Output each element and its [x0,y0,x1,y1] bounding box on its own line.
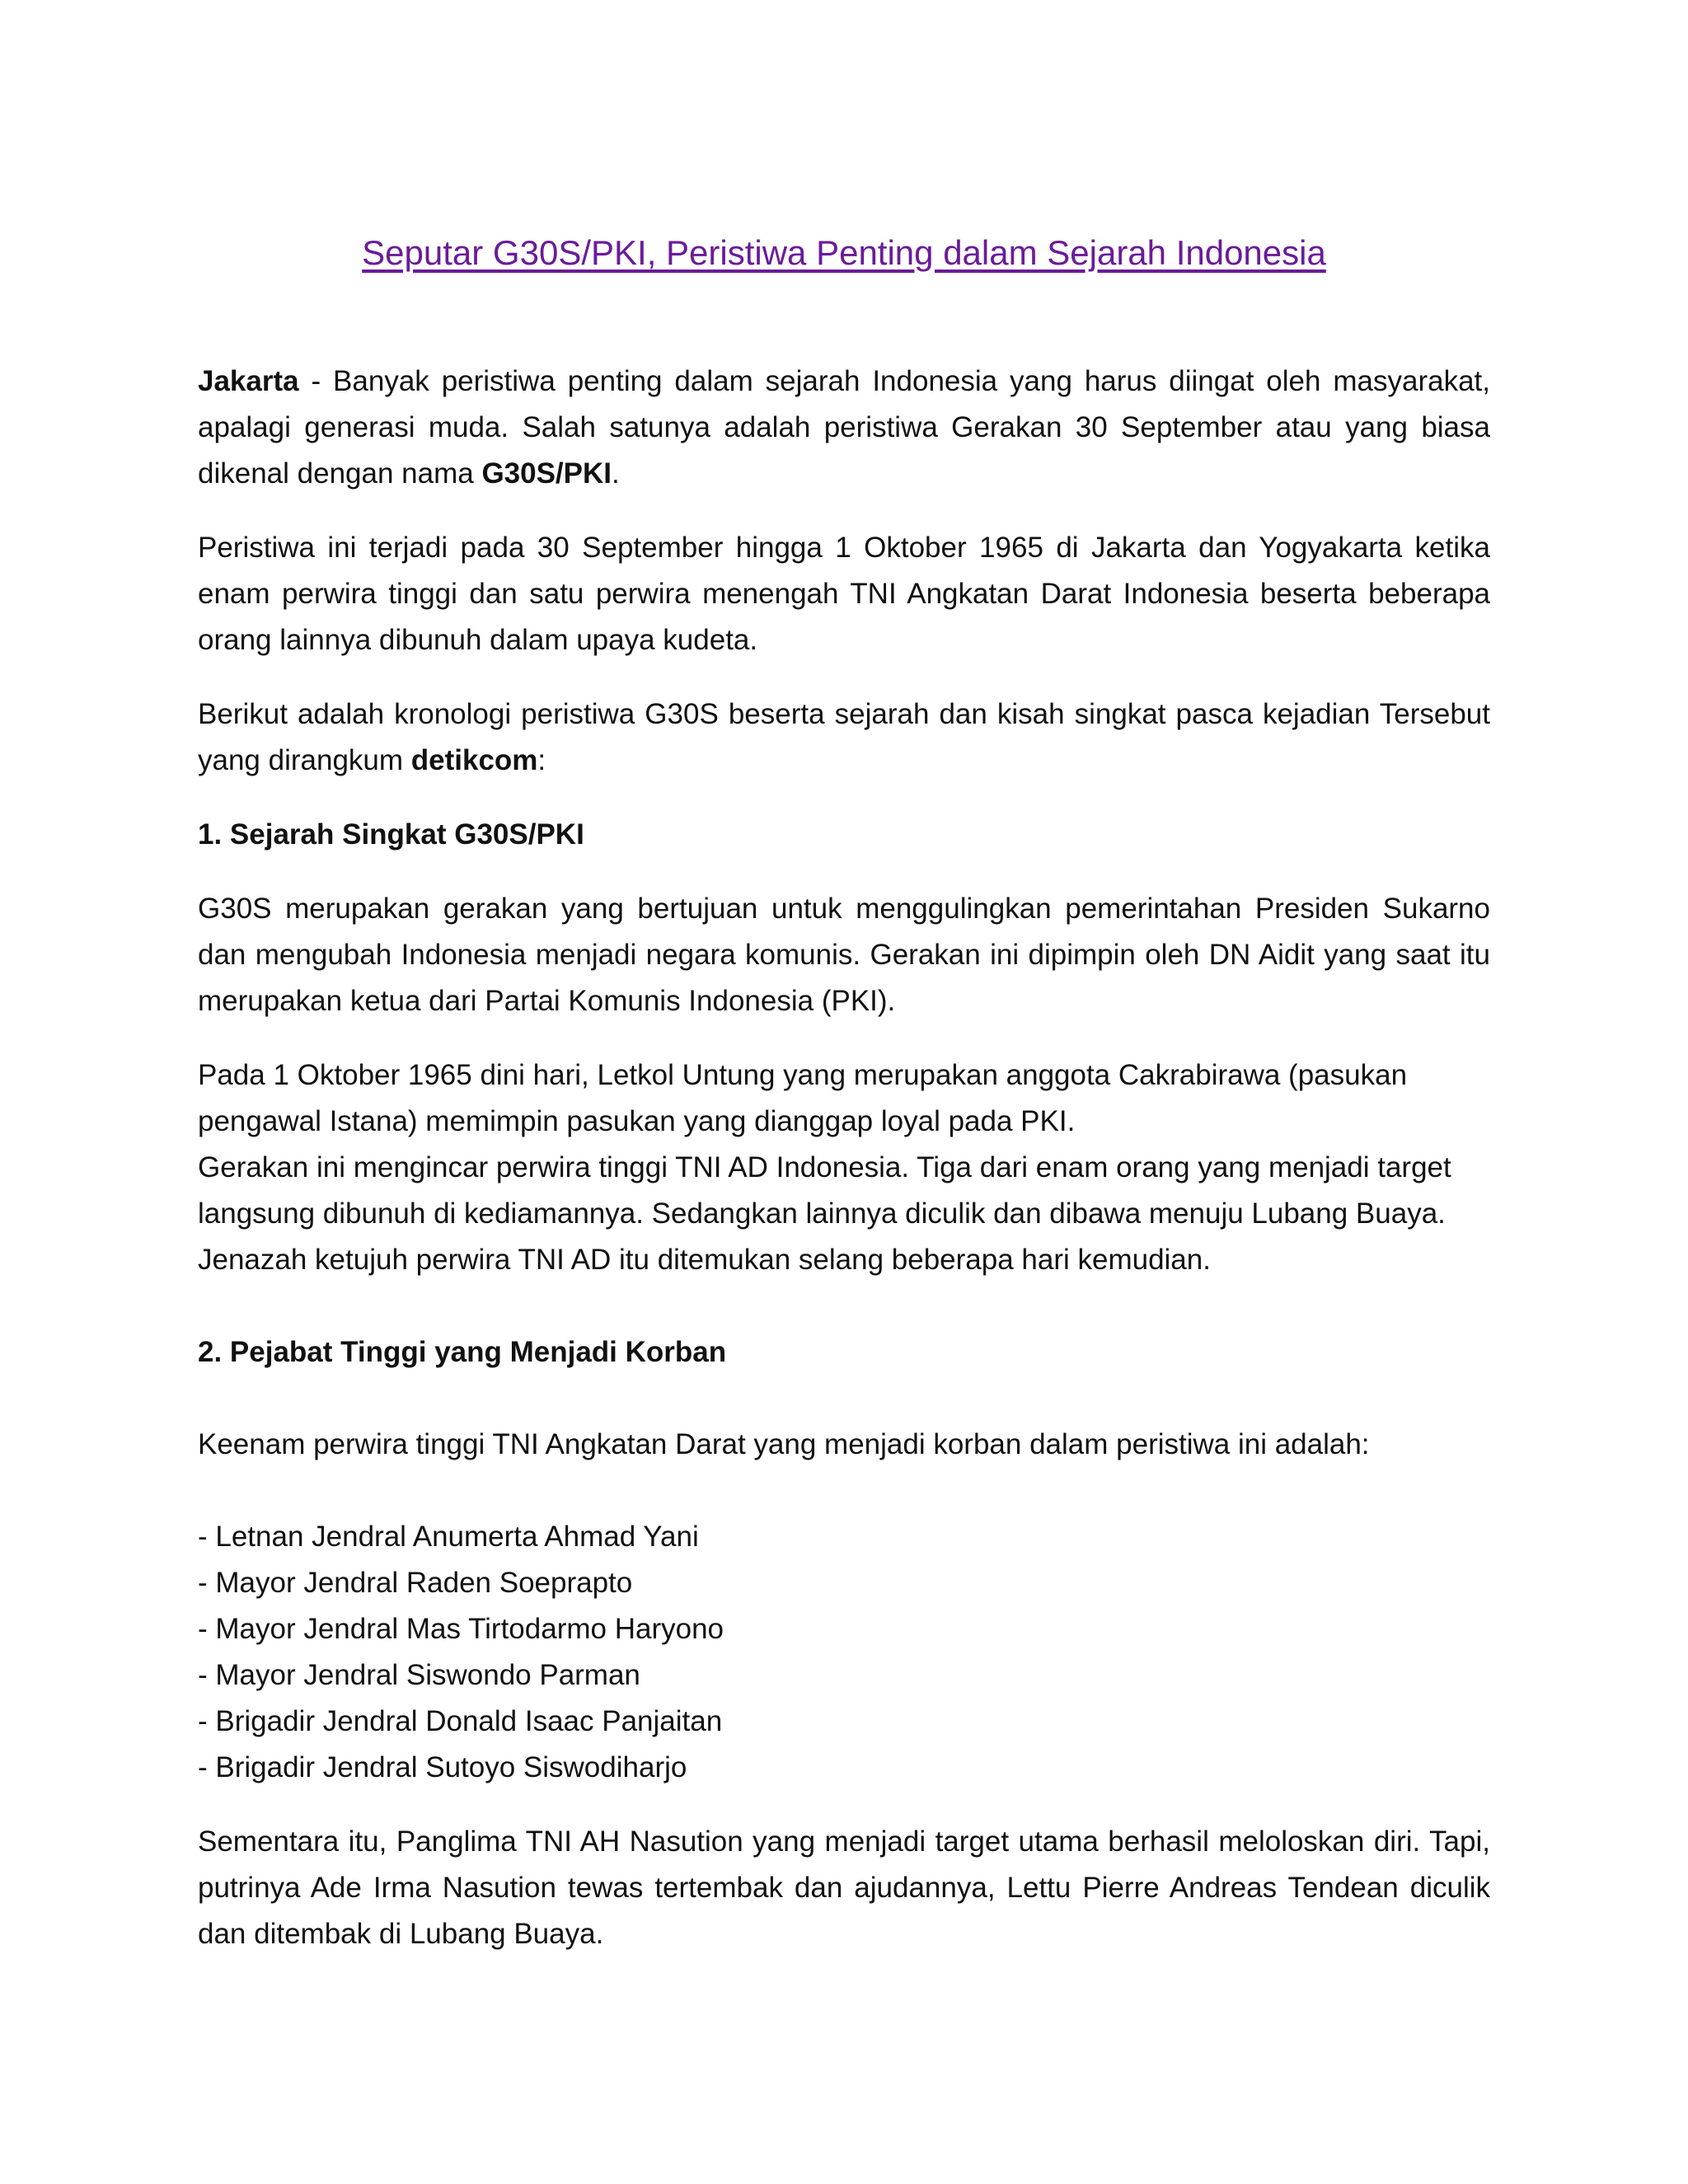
section-1-para-2-line-2: Gerakan ini mengincar perwira tinggi TNI AD Indonesia. Tiga dari enam orang yang menjadi target langsung dibunuh di kediamannya. Sedangkan lainnya diculik dan dibawa menuju Lubang Buaya. Jenazah ketujuh perwira TNI AD itu ditemukan selang beberapa hari kemudian. [198,1151,1451,1276]
list-item: - Brigadir Jendral Donald Isaac Panjaitan [198,1704,723,1737]
section-2-heading: 2. Pejabat Tinggi yang Menjadi Korban [198,1335,727,1368]
document-page [198,231,1490,1985]
section-2-intro: Keenam perwira tinggi TNI Angkatan Darat yang menjadi korban dalam peristiwa ini adalah: [198,1427,1370,1460]
list-item: - Mayor Jendral Siswondo Parman [198,1658,640,1691]
section-1-heading: 1. Sejarah Singkat G30S/PKI [198,818,584,851]
para-3-bold-term: detikcom [410,743,538,776]
intro-paragraph [198,359,1490,497]
intro-bold-term: G30S/PKI [481,457,612,490]
list-item: - Brigadir Jendral Sutoyo Siswodiharjo [198,1750,687,1783]
paragraph-2: Peristiwa ini terjadi pada 30 September hingga 1 Oktober 1965 di Jakarta dan Yogyakarta ketika enam perwira tinggi dan satu perwira menengah TNI Angkatan Darat Indonesia beserta beberapa orang lainnya dibunuh dalam upaya kudeta. [198,531,1490,656]
para-3-text-1: Berikut adalah kronologi peristiwa G30S beserta sejarah dan kisah singkat pasca kejadian Tersebut yang dirangkum [198,697,1490,776]
intro-text-1: - Banyak peristiwa penting dalam sejarah Indonesia yang harus diingat oleh masyarakat, apalagi generasi muda. Salah satunya adalah peristiwa Gerakan 30 September atau yang biasa dikenal dengan nama [198,364,1490,490]
list-item: - Letnan Jendral Anumerta Ahmad Yani [198,1520,699,1553]
intro-lead-bold: Jakarta [198,364,299,397]
section-1-paragraph-2 [198,1052,1490,1283]
section-1-para-2-line-1: Pada 1 Oktober 1965 dini hari, Letkol Untung yang merupakan anggota Cakrabirawa (pasukan pengawal Istana) memimpin pasukan yang dianggap loyal pada PKI. [198,1058,1408,1137]
victims-list [198,1514,1490,1791]
list-item: - Mayor Jendral Raden Soeprapto [198,1566,633,1599]
section-1-paragraph-1: G30S merupakan gerakan yang bertujuan untuk menggulingkan pemerintahan Presiden Sukarno dan mengubah Indonesia menjadi negara komunis. Gerakan ini dipimpin oleh DN Aidit yang saat itu merupakan ketua dari Partai Komunis Indonesia (PKI). [198,892,1490,1017]
list-item: - Mayor Jendral Mas Tirtodarmo Haryono [198,1612,724,1645]
document-title[interactable]: Seputar G30S/PKI, Peristiwa Penting dalam Sejarah Indonesia [362,233,1326,272]
intro-text-2: . [612,457,620,490]
section-2-closing: Sementara itu, Panglima TNI AH Nasution yang menjadi target utama berhasil meloloskan diri. Tapi, putrinya Ade Irma Nasution tewas tertembak dan ajudannya, Lettu Pierre Andreas Tendean diculik dan ditembak di Lubang Buaya. [198,1825,1490,1950]
para-3-text-2: : [537,743,546,776]
paragraph-3 [198,691,1490,784]
